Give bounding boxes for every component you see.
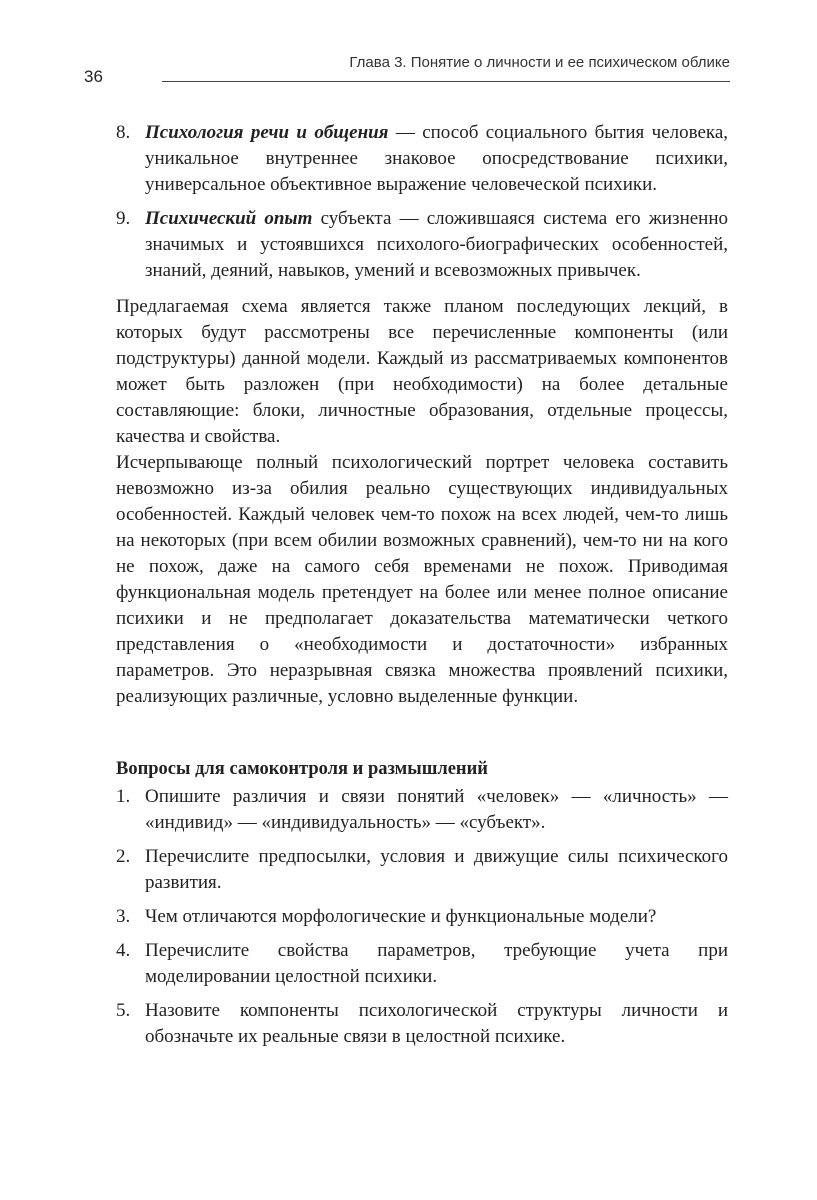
question-text: Назовите компоненты психологической структуры личности и обозначьте их реальные связи в целостной психике. xyxy=(145,1000,728,1047)
list-item xyxy=(116,120,728,198)
list-item-text: — способ социального бытия человека, уникальное внутреннее знаковое опосредствование психики, универсальное объективное выражение человеческой психики. xyxy=(145,122,729,195)
list-item-term: Психология речи и общения xyxy=(145,122,389,143)
paragraph: Исчерпывающе полный психологический портрет человека составить невозможно из-за обилия реально существующих индивидуальных особенностей. Каждый человек чем-то похож на всех людей, чем-то лишь на некоторых (при всем обилии возможных сравнений), чем-то ни на кого не похож, даже на самого себя временами не похож. Приводимая функциональная модель претендует на более или менее полное описание психики и не предполагает доказательства математически четкого представления о «необходимости и достаточности» избранных параметров. Это неразрывная связка множества проявлений психики, реализующих различные, условно выделенные функции. xyxy=(116,452,728,707)
question-number: 2. xyxy=(116,846,131,867)
question-number: 5. xyxy=(116,1000,131,1021)
question-item xyxy=(116,844,728,896)
list-item-term: Психический опыт xyxy=(145,208,313,229)
question-number: 1. xyxy=(116,786,131,807)
page-number: 36 xyxy=(84,67,103,86)
question-item xyxy=(116,938,728,990)
list-item-text: субъекта — сложившаяся система его жизненно значимых и устоявшихся психолого-биографических особенностей, знаний, деяний, навыков, умений и всевозможных привычек. xyxy=(145,208,729,281)
chapter-title: Глава 3. Понятие о личности и ее психическом облике xyxy=(349,54,730,71)
question-text: Чем отличаются морфологические и функциональные модели? xyxy=(145,906,657,927)
running-header xyxy=(84,54,730,86)
list-item-number: 8. xyxy=(116,122,131,143)
page-body xyxy=(116,120,728,1058)
header-rule xyxy=(162,81,730,82)
questions-heading: Вопросы для самоконтроля и размышлений xyxy=(116,759,488,779)
question-number: 4. xyxy=(116,940,131,961)
question-text: Перечислите предпосылки, условия и движущие силы психического развития. xyxy=(145,846,728,893)
list-item xyxy=(116,206,728,284)
question-number: 3. xyxy=(116,906,131,927)
questions-list xyxy=(116,784,728,1050)
question-item xyxy=(116,998,728,1050)
questions-section xyxy=(116,756,728,1050)
question-text: Перечислите свойства параметров, требующие учета при моделировании целостной психики. xyxy=(145,940,728,987)
question-item xyxy=(116,904,728,930)
list-item-number: 9. xyxy=(116,208,131,229)
paragraph: Предлагаемая схема является также планом последующих лекций, в которых будут рассмотрены все перечисленные компоненты (или подструктуры) данной модели. Каждый из рассматриваемых компонентов может быть разложен (при необходимости) на более детальные составляющие: блоки, личностные образования, отдельные процессы, качества и свойства. xyxy=(116,296,728,447)
question-text: Опишите различия и связи понятий «человек» — «личность» — «индивид» — «индивидуальность» — «субъект». xyxy=(145,786,728,833)
definition-list xyxy=(116,120,728,284)
question-item xyxy=(116,784,728,836)
body-paragraphs xyxy=(116,294,728,710)
